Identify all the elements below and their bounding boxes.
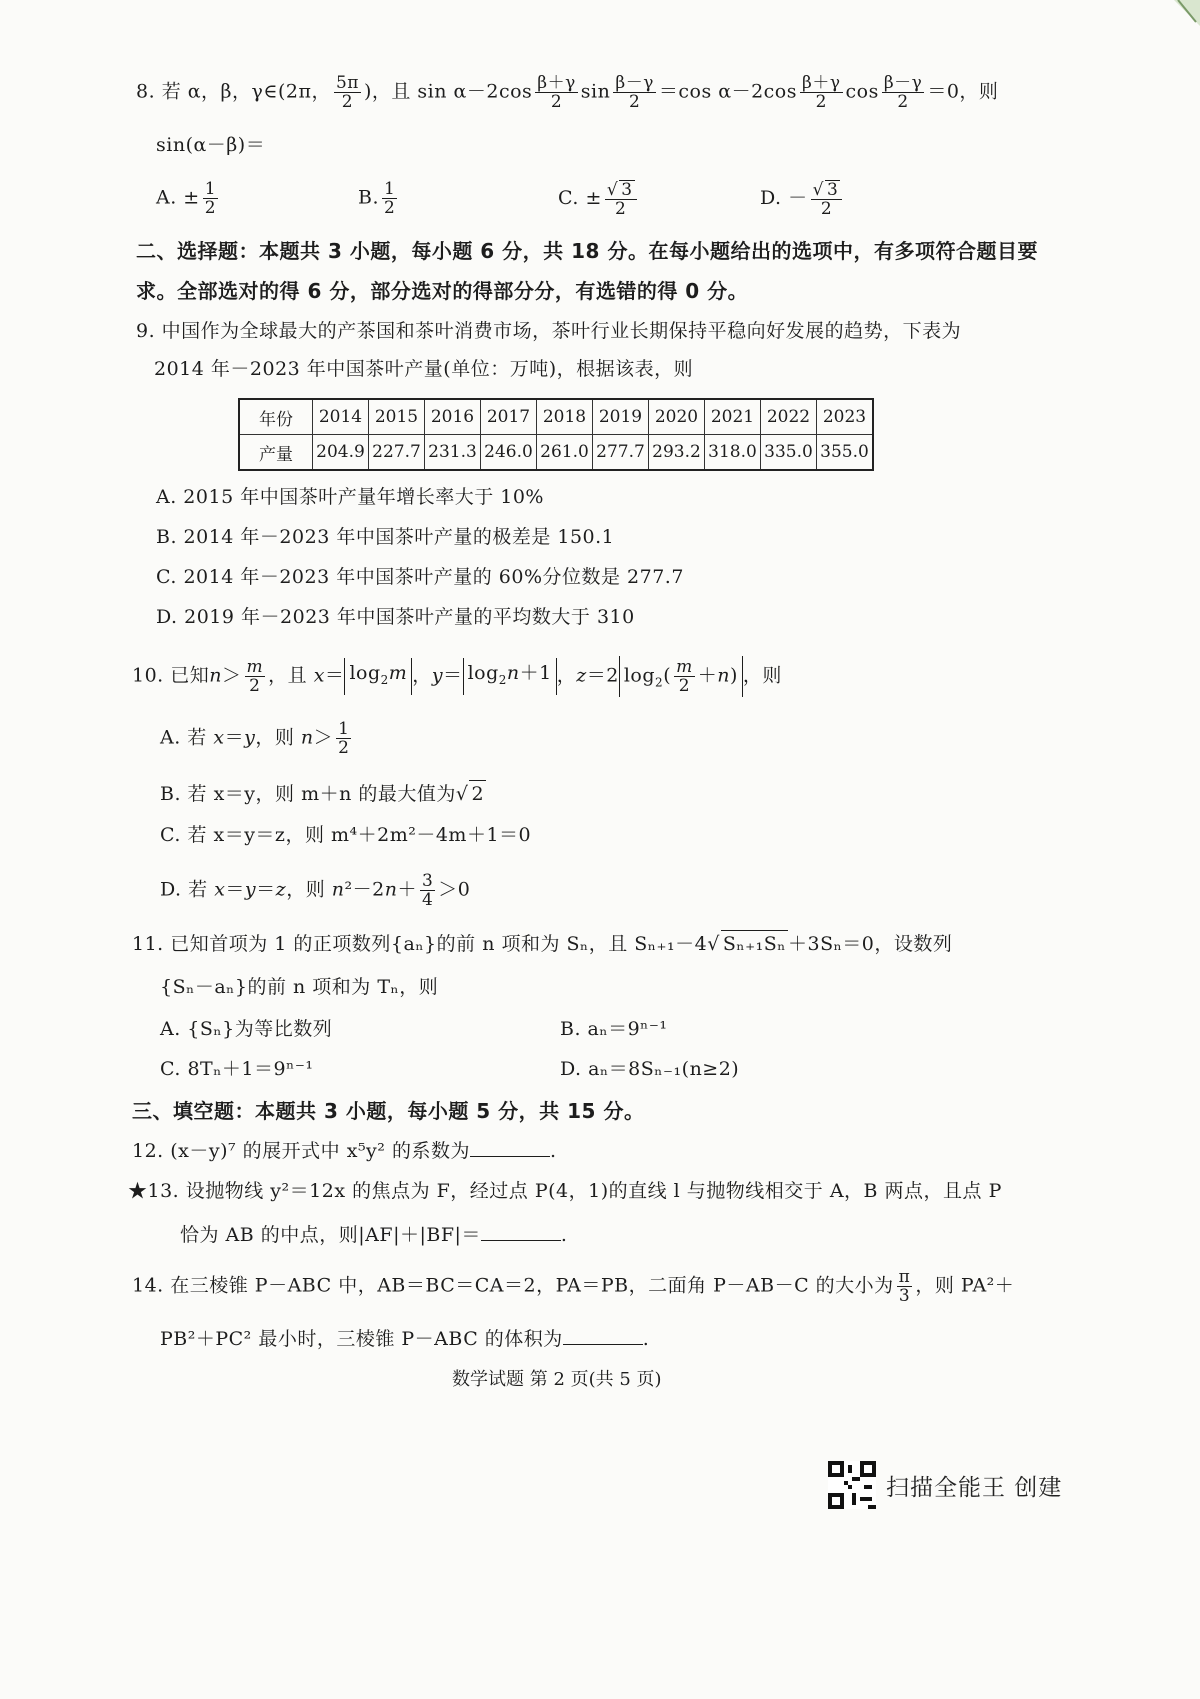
table-row-years [239,399,873,435]
page-corner-mark [1160,0,1200,26]
scanner-watermark: 扫描全能王 创建 [886,1475,1063,1501]
q11-option-d: D. aₙ＝8Sₙ₋₁(n≥2) [560,1058,740,1080]
q13-line2: 恰为 AB 的中点，则|AF|＋|BF|＝ . [180,1224,568,1246]
table-cell: 2020 [649,399,705,435]
table-cell: 2018 [537,399,593,435]
table-cell: 2023 [817,399,874,435]
table-cell: 261.0 [537,435,593,471]
q9-option-a: A. 2015 年中国茶叶产量年增长率大于 10% [156,486,544,508]
table-cell: 318.0 [705,435,761,471]
table-cell: 产量 [239,435,313,471]
table-cell: 246.0 [481,435,537,471]
q9-line1: 9. 中国作为全球最大的产茶国和茶叶消费市场，茶叶行业长期保持平稳向好发展的趋势，下表为 [136,320,962,342]
q9-option-b: B. 2014 年－2023 年中国茶叶产量的极差是 150.1 [156,526,615,548]
table-cell: 年份 [239,399,313,435]
table-cell: 277.7 [593,435,649,471]
q9-option-c: C. 2014 年－2023 年中国茶叶产量的 60%分位数是 277.7 [156,566,684,588]
q11-option-b: B. aₙ＝9ⁿ⁻¹ [560,1018,668,1040]
q10-option-a: A. 若 x＝y，则 n＞ $\frac{1}{2}$ [160,719,350,758]
table-cell: 2022 [761,399,817,435]
q8-option-d: D. － $\frac{√ 3}{2}$ [760,180,845,218]
table-cell: 227.7 [369,435,425,471]
section2-line2: 求。全部选对的得 6 分，部分选对的得部分分，有选错的得 0 分。 [136,279,749,303]
q8-option-a: A. ± $\frac{1}{2}$ [156,179,217,218]
q12-text: 12. (x－y)⁷ 的展开式中 x⁵y² 的系数为 . [132,1140,557,1162]
q10-option-d: D. 若 x＝y＝z，则 n²－2n＋ $\frac{3}{4}$ ＞0 [160,871,471,910]
q11-option-a: A. {Sₙ}为等比数列 [160,1018,333,1040]
table-cell: 2017 [481,399,537,435]
table-cell: 293.2 [649,435,705,471]
table-cell: 2021 [705,399,761,435]
q14-line1: 14. 在三棱锥 P－ABC 中，AB＝BC＝CA＝2，PA＝PB，二面角 P－AB－C 的大小为 $\frac{\pi}{3}$ ，则 PA²＋ [132,1267,1015,1306]
q11-option-c: C. 8Tₙ＋1＝9ⁿ⁻¹ [160,1058,314,1080]
q8-option-c: C. ± $\frac{√ 3}{2}$ [558,180,640,218]
q11-line1: 11. 已知首项为 1 的正项数列{aₙ}的前 n 项和为 Sₙ，且 Sₙ₊₁－4√ Sₙ₊₁Sₙ ＋3Sₙ＝0，设数列 [132,930,952,957]
q8-option-b: B. $\frac{1}{2}$ [358,179,396,218]
q9-option-d: D. 2019 年－2023 年中国茶叶产量的平均数大于 310 [156,606,635,628]
q14-line2: PB²＋PC² 最小时，三棱锥 P－ABC 的体积为 . [160,1328,650,1350]
table-cell: 355.0 [817,435,874,471]
q10-option-b: B. 若 x＝y，则 m＋n 的最大值为√ 2 [160,780,486,807]
qr-code-icon [828,1461,876,1509]
tea-output-table [238,398,874,471]
table-cell: 335.0 [761,435,817,471]
table-cell: 2016 [425,399,481,435]
table-cell: 231.3 [425,435,481,471]
q8-line2: sin(α－β)＝ [156,134,266,156]
q10-stem: 10. 已知n＞ $\frac{m}{2}$ ，且 $x= \log_2m$ ，$y= \log_2n+1$ ，z＝2 $\log_2$( $\frac{m}{2}$ ＋n) ，则 [132,657,782,697]
table-row-outputs [239,435,873,471]
table-cell: 2015 [369,399,425,435]
section2-line1: 二、选择题：本题共 3 小题，每小题 6 分，共 18 分。在每小题给出的选项中，有多项符合题目要 [136,239,1038,263]
q8-number: 8. [136,80,156,103]
table-cell: 2014 [313,399,369,435]
q9-line2: 2014 年－2023 年中国茶叶产量(单位：万吨)，根据该表，则 [154,358,694,380]
q13-line1: ★13. 设抛物线 y²＝12x 的焦点为 F，经过点 P(4，1)的直线 l 与抛物线相交于 A，B 两点，且点 P [128,1180,1002,1202]
section3-title: 三、填空题：本题共 3 小题，每小题 5 分，共 15 分。 [132,1099,645,1123]
q11-line2: {Sₙ－aₙ}的前 n 项和为 Tₙ，则 [160,976,439,998]
q10-option-c: C. 若 x＝y＝z，则 m⁴＋2m²－4m＋1＝0 [160,824,532,846]
q8-line1: 8. 若 α，β，γ∈(2π， $\frac{5\pi}{2}$ )，且 sin α－2cos $\frac{\beta+\gamma}{2}$ sin $\frac{\beta-\gamma}{2}$ ＝cos α－2cos $\frac{\beta+\gamma}{2}$ cos $\frac{\beta-\gamma}{2}$ ＝0，则 [136,73,999,112]
table-cell: 204.9 [313,435,369,471]
page-footer: 数学试题 第 2 页(共 5 页) [452,1369,662,1390]
table-cell: 2019 [593,399,649,435]
